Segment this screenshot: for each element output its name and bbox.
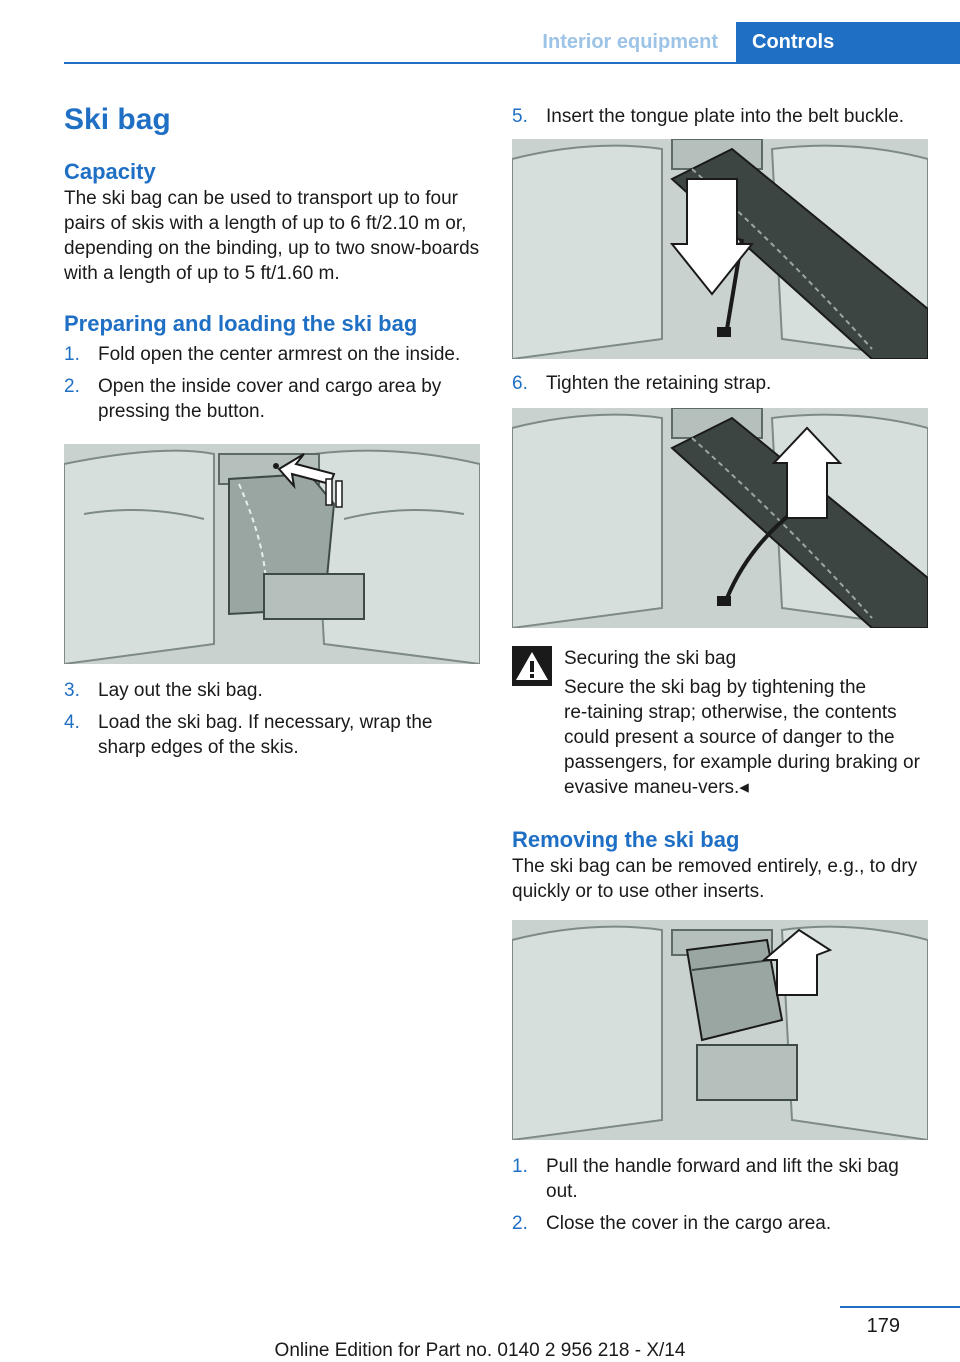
figure-tighten-strap — [512, 408, 928, 628]
list-item — [64, 710, 480, 760]
section-tab[interactable]: Interior equipment — [542, 31, 718, 53]
step-number: 2. — [512, 1213, 528, 1234]
remove-steps-list — [512, 1154, 928, 1236]
step-number: 4. — [64, 712, 80, 733]
steps-list-6 — [512, 371, 928, 396]
warning-text: Secure the ski bag by tightening the re‑taining strap; otherwise, the contents could present a source of danger to the passengers, for example during braking or evasive maneu‑vers.◂ — [564, 677, 920, 798]
seat-illustration-4 — [512, 920, 928, 1140]
list-item — [64, 342, 480, 367]
list-item — [64, 374, 480, 424]
capacity-heading: Capacity — [64, 159, 156, 184]
edition-line: Online Edition for Part no. 0140 2 956 218 - X/14 — [274, 1340, 686, 1361]
figure-remove-bag — [512, 920, 928, 1140]
step-text: Insert the tongue plate into the belt buckle. — [546, 106, 905, 127]
header-rule — [64, 62, 960, 64]
list-item — [64, 678, 480, 703]
left-column — [64, 100, 480, 767]
warning-title: Securing the ski bag — [564, 648, 737, 669]
step-text: Close the cover in the cargo area. — [546, 1213, 832, 1234]
removing-text: The ski bag can be removed entirely, e.g., to dry quickly or to use other inserts. — [512, 856, 918, 902]
step-number: 5. — [512, 106, 528, 127]
step-text: Pull the handle forward and lift the ski bag out. — [546, 1156, 899, 1202]
removing-heading: Removing the ski bag — [512, 827, 740, 852]
seat-illustration-1 — [64, 444, 480, 664]
list-item — [512, 371, 928, 396]
step-text: Load the ski bag. If necessary, wrap the sharp edges of the skis. — [98, 712, 433, 758]
steps-list-5 — [512, 104, 928, 129]
steps-list-b — [64, 678, 480, 760]
steps-list-a — [64, 342, 480, 424]
step-number: 6. — [512, 373, 528, 394]
controls-tab[interactable]: Controls — [736, 22, 960, 62]
step-number: 3. — [64, 680, 80, 701]
seat-illustration-3 — [512, 408, 928, 628]
preparing-heading: Preparing and loading the ski bag — [64, 311, 418, 336]
page-header — [0, 22, 960, 62]
list-item — [512, 1154, 928, 1204]
footer-rule — [840, 1306, 960, 1308]
step-number: 1. — [64, 344, 80, 365]
page-title: Ski bag — [64, 103, 171, 136]
list-item — [512, 1211, 928, 1236]
step-text: Lay out the ski bag. — [98, 680, 263, 701]
step-number: 2. — [64, 376, 80, 397]
page-number: 179 — [866, 1315, 900, 1337]
figure-open-cover — [64, 444, 480, 664]
seat-illustration-2 — [512, 139, 928, 359]
step-number: 1. — [512, 1156, 528, 1177]
step-text: Tighten the retaining strap. — [546, 373, 772, 394]
figure-insert-tongue — [512, 139, 928, 359]
list-item — [512, 104, 928, 129]
warning-box — [512, 646, 928, 800]
warning-icon — [512, 646, 552, 686]
capacity-text: The ski bag can be used to transport up to four pairs of skis with a length of up to 6 ft/2.10 m or, depending on the binding, up to two snow‑boards with a length of up to 5 ft/1.60 m. — [64, 188, 480, 284]
right-column — [512, 100, 928, 1243]
step-text: Open the inside cover and cargo area by pressing the button. — [98, 376, 442, 422]
step-text: Fold open the center armrest on the inside. — [98, 344, 461, 365]
